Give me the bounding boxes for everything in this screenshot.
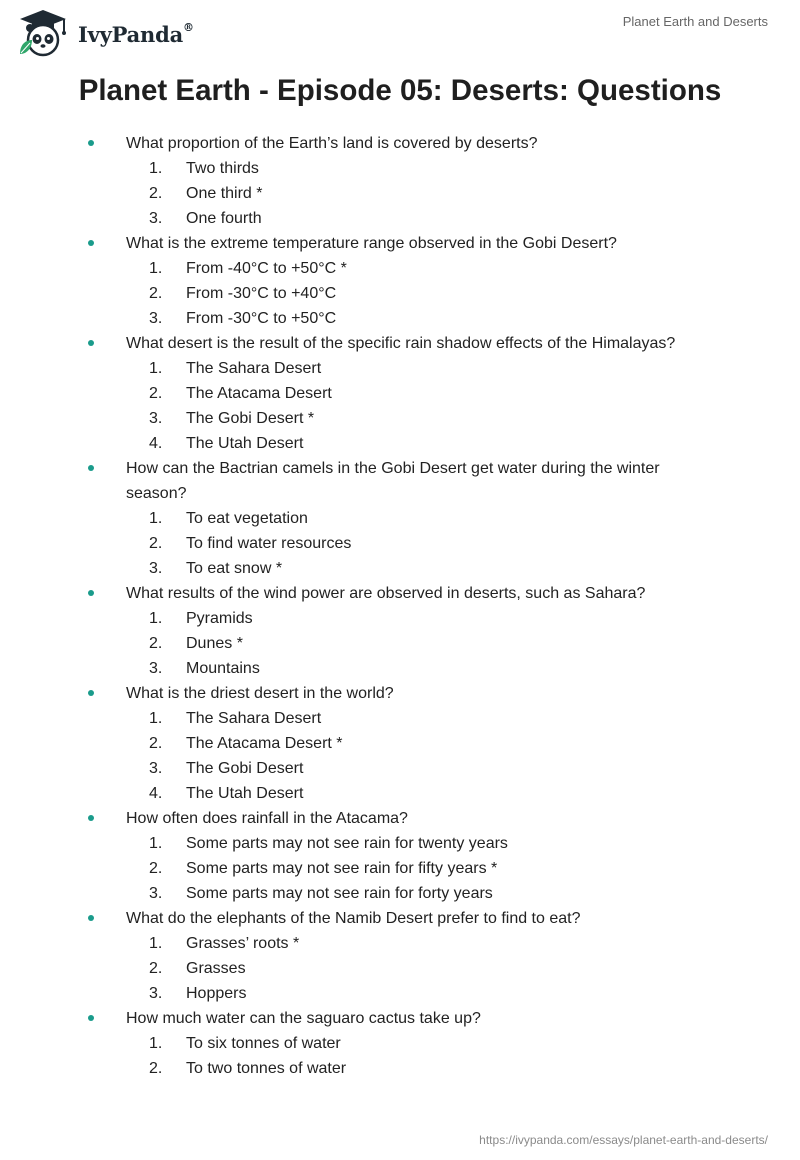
answer-option: [126, 381, 710, 406]
option-number: 4.: [149, 785, 163, 802]
answer-option: [126, 956, 710, 981]
question-list: [0, 131, 800, 1081]
question-text: What do the elephants of the Namib Desert prefer to find to eat?: [126, 910, 581, 927]
option-number: 2.: [149, 185, 163, 202]
source-url[interactable]: https://ivypanda.com/essays/planet-earth-and-deserts/: [479, 1133, 768, 1147]
option-number: 2.: [149, 1060, 163, 1077]
option-text: To two tonnes of water: [186, 1060, 347, 1077]
option-text: To eat snow *: [186, 560, 283, 577]
answer-option: [126, 631, 710, 656]
logo[interactable]: [14, 8, 194, 58]
option-number: 2.: [149, 735, 163, 752]
option-number: 3.: [149, 410, 163, 427]
option-number: 2.: [149, 635, 163, 652]
question-text: How often does rainfall in the Atacama?: [126, 810, 408, 827]
option-number: 3.: [149, 210, 163, 227]
option-text: Hoppers: [186, 985, 247, 1002]
option-text: Some parts may not see rain for forty years: [186, 885, 493, 902]
option-number: 1.: [149, 610, 163, 627]
option-number: 2.: [149, 385, 163, 402]
answer-option: [126, 531, 710, 556]
answer-options: [126, 356, 710, 456]
option-text: The Utah Desert: [186, 435, 304, 452]
bullet-dot-icon: [88, 815, 94, 821]
option-number: 3.: [149, 760, 163, 777]
answer-options: [126, 931, 710, 1006]
answer-option: [126, 406, 710, 431]
option-number: 3.: [149, 885, 163, 902]
option-number: 2.: [149, 960, 163, 977]
answer-option: [126, 506, 710, 531]
option-number: 1.: [149, 260, 163, 277]
answer-option: [126, 1056, 710, 1081]
question-item: [0, 806, 800, 906]
question-text: What is the extreme temperature range observed in the Gobi Desert?: [126, 235, 617, 252]
option-text: One fourth: [186, 210, 262, 227]
bullet-dot-icon: [88, 690, 94, 696]
option-text: Some parts may not see rain for twenty years: [186, 835, 508, 852]
option-text: From -40°C to +50°C *: [186, 260, 347, 277]
option-number: 1.: [149, 360, 163, 377]
answer-option: [126, 431, 710, 456]
answer-options: [126, 156, 710, 231]
question-text: How much water can the saguaro cactus take up?: [126, 1010, 481, 1027]
option-text: The Gobi Desert: [186, 760, 304, 777]
answer-options: [126, 706, 710, 806]
answer-option: [126, 206, 710, 231]
option-number: 3.: [149, 985, 163, 1002]
bullet-dot-icon: [88, 140, 94, 146]
bullet-dot-icon: [88, 1015, 94, 1021]
option-number: 1.: [149, 1035, 163, 1052]
option-text: From -30°C to +50°C: [186, 310, 337, 327]
option-number: 1.: [149, 835, 163, 852]
question-item: [0, 581, 800, 681]
question-text: How can the Bactrian camels in the Gobi Desert get water during the winter season?: [126, 460, 660, 502]
bullet-dot-icon: [88, 240, 94, 246]
question-item: [0, 131, 800, 231]
answer-options: [126, 606, 710, 681]
option-text: To eat vegetation: [186, 510, 308, 527]
answer-option: [126, 831, 710, 856]
option-text: One third *: [186, 185, 263, 202]
option-text: From -30°C to +40°C: [186, 285, 337, 302]
answer-option: [126, 931, 710, 956]
logo-text: IvyPanda®: [78, 20, 194, 47]
answer-option: [126, 181, 710, 206]
question-text: What desert is the result of the specific rain shadow effects of the Himalayas?: [126, 335, 676, 352]
question-item: [0, 456, 800, 581]
question-text: What proportion of the Earth’s land is covered by deserts?: [126, 135, 538, 152]
option-text: The Atacama Desert: [186, 385, 332, 402]
answer-options: [126, 506, 710, 581]
answer-options: [126, 831, 710, 906]
answer-option: [126, 606, 710, 631]
answer-option: [126, 781, 710, 806]
document-title: Planet Earth - Episode 05: Deserts: Questions: [78, 74, 722, 107]
option-text: To find water resources: [186, 535, 352, 552]
option-text: The Utah Desert: [186, 785, 304, 802]
option-text: The Gobi Desert *: [186, 410, 315, 427]
option-text: Two thirds: [186, 160, 259, 177]
option-number: 2.: [149, 860, 163, 877]
option-text: Mountains: [186, 660, 260, 677]
answer-option: [126, 356, 710, 381]
option-number: 2.: [149, 535, 163, 552]
answer-options: [126, 1031, 710, 1081]
question-item: [0, 681, 800, 806]
question-item: [0, 1006, 800, 1081]
bullet-dot-icon: [88, 590, 94, 596]
option-text: The Sahara Desert: [186, 360, 322, 377]
bullet-dot-icon: [88, 340, 94, 346]
option-text: Grasses: [186, 960, 246, 977]
option-number: 3.: [149, 560, 163, 577]
option-text: To six tonnes of water: [186, 1035, 341, 1052]
question-item: [0, 331, 800, 456]
question-item: [0, 906, 800, 1006]
option-text: Some parts may not see rain for fifty years *: [186, 860, 498, 877]
answer-option: [126, 981, 710, 1006]
option-text: Grasses’ roots *: [186, 935, 300, 952]
option-number: 3.: [149, 660, 163, 677]
option-number: 3.: [149, 310, 163, 327]
answer-option: [126, 706, 710, 731]
option-text: The Atacama Desert *: [186, 735, 343, 752]
answer-option: [126, 856, 710, 881]
option-number: 1.: [149, 510, 163, 527]
answer-options: [126, 256, 710, 331]
answer-option: [126, 306, 710, 331]
option-number: 1.: [149, 710, 163, 727]
bullet-dot-icon: [88, 465, 94, 471]
answer-option: [126, 1031, 710, 1056]
answer-option: [126, 281, 710, 306]
bullet-dot-icon: [88, 915, 94, 921]
option-number: 4.: [149, 435, 163, 452]
answer-option: [126, 156, 710, 181]
option-text: Dunes *: [186, 635, 243, 652]
answer-option: [126, 256, 710, 281]
option-number: 2.: [149, 285, 163, 302]
answer-option: [126, 756, 710, 781]
answer-option: [126, 556, 710, 581]
question-text: What results of the wind power are observed in deserts, such as Sahara?: [126, 585, 646, 602]
option-number: 1.: [149, 160, 163, 177]
header-page-title: Planet Earth and Deserts: [622, 14, 768, 29]
option-number: 1.: [149, 935, 163, 952]
option-text: Pyramids: [186, 610, 253, 627]
question-text: What is the driest desert in the world?: [126, 685, 394, 702]
answer-option: [126, 656, 710, 681]
panda-graduate-icon: [14, 8, 72, 58]
answer-option: [126, 881, 710, 906]
answer-option: [126, 731, 710, 756]
question-item: [0, 231, 800, 331]
option-text: The Sahara Desert: [186, 710, 322, 727]
